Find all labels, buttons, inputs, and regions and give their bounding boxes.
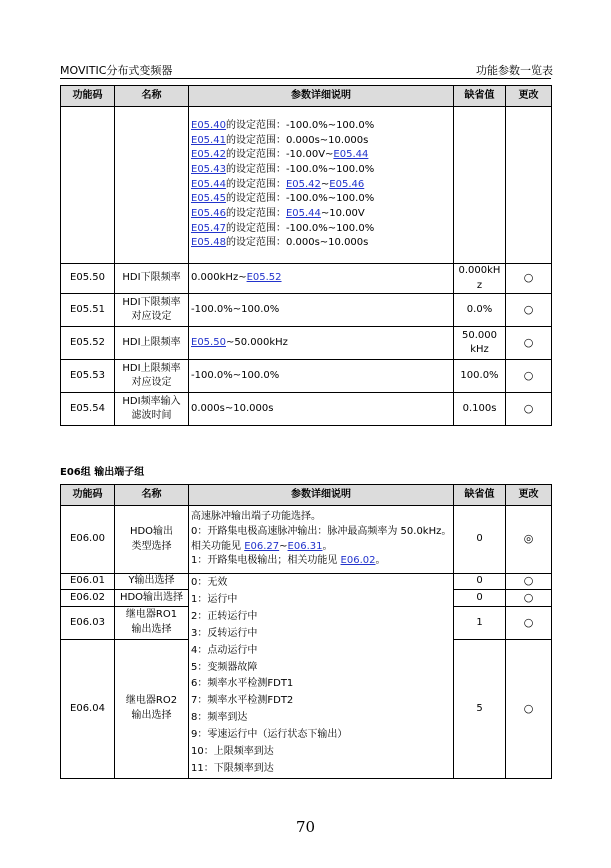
param-link[interactable]: E05.52 [246,272,282,284]
option-item: 2：正转运行中 [191,610,258,622]
code-cell: E05.52 [61,327,115,360]
option-item: 6：频率水平检测FDT1 [191,678,294,690]
name-cell [115,294,189,327]
option-item: 0：无效 [191,577,228,588]
desc-text: 高速脉冲输出端子功能选择。 [191,511,321,523]
code-cell: E05.51 [61,294,115,327]
desc-line [191,510,451,525]
desc-line [191,271,451,286]
default-cell [454,360,506,393]
col-code-header: 功能码 [61,86,115,107]
desc-text: ~ [279,540,288,552]
option-item: 9：零速运行中（运行状态下输出） [191,729,348,741]
default-line: z [476,279,483,291]
option-item: 4：点动运行中 [191,644,258,656]
desc-line [191,178,451,193]
default-cell: 0 [454,506,506,574]
name-line: 对应设定 [131,377,172,389]
code-cell: E05.54 [61,393,115,426]
code-cell: E06.00 [61,506,115,574]
desc-cell [189,327,454,360]
default-cell [454,327,506,360]
name-cell [115,107,189,264]
desc-line [191,303,451,318]
options-cell [189,574,454,779]
name-line: HDO输出 [129,525,174,537]
name-cell [115,327,189,360]
desc-text: 的设定范围：0.000s~10.000s [225,134,369,146]
change-cell: ○ [506,640,552,779]
desc-text: ~ [320,178,330,190]
default-cell [454,393,506,426]
code-cell: E05.53 [61,360,115,393]
desc-line [191,119,451,134]
table-row [61,574,552,590]
option-item: 10：上限频率到达 [191,746,274,758]
param-link[interactable]: E05.42 [191,149,226,161]
option-item: 7：频率水平检测FDT2 [191,695,294,707]
param-link[interactable]: E05.44 [333,149,369,161]
section-title: E06组 输出端子组 [60,467,145,478]
change-cell: ○ [506,393,552,426]
param-link[interactable]: E05.50 [191,337,226,349]
desc-cell [189,360,454,393]
name-line: HDI频率输入 [122,395,181,407]
default-cell [454,264,506,294]
option-item: 11：下限频率到达 [191,762,274,774]
option-item: 3：反转运行中 [191,627,258,639]
code-cell [61,107,115,264]
table-header-row [61,485,552,506]
param-link[interactable]: E05.48 [191,237,226,249]
name-line: 滤波时间 [131,410,172,422]
param-link[interactable]: E06.27 [244,540,280,552]
col-change-header: 更改 [506,485,552,506]
default-line: 50.000 [462,329,497,341]
table-row [61,294,552,327]
header-right: 功能参数一览表 [476,64,553,77]
default-line: 0.000kH [458,265,501,276]
desc-cell [189,294,454,327]
param-link[interactable]: E05.47 [191,222,226,234]
col-desc-header: 参数详细说明 [189,86,454,107]
desc-text: 。 [375,555,386,567]
col-change-header: 更改 [506,86,552,107]
header-rule [60,78,551,79]
desc-text: -100.0%~100.0% [191,304,280,316]
change-cell: ◎ [506,506,552,574]
desc-text: 的设定范围：-100.0%~100.0% [225,222,375,234]
desc-text: 相关功能见 [191,540,245,552]
table-row [61,506,552,574]
param-table-e06 [60,484,552,779]
code-cell: E06.02 [61,590,115,606]
name-line: 对应设定 [131,311,172,323]
default-cell: 1 [454,606,506,640]
desc-line [191,207,451,222]
desc-text: ~10.00V [320,208,365,220]
desc-cell [189,107,454,264]
table-row [61,327,552,360]
default-line: kHz [470,344,489,356]
desc-text: 0.000s~10.000s [191,403,274,415]
code-cell: E06.01 [61,574,115,590]
change-cell: ○ [506,590,552,606]
col-default-header: 缺省值 [454,86,506,107]
desc-text: ~50.000kHz [225,337,288,349]
option-item: 1：运行中 [191,593,238,605]
default-cell: 5 [454,640,506,779]
param-link[interactable]: E05.40 [191,119,226,131]
table-row [61,264,552,294]
desc-text: 0：开路集电极高速脉冲输出：脉冲最高频率为 50.0kHz。 [191,525,452,537]
name-cell: HDO输出选择 [115,590,189,606]
name-line: HDI上限频率 [122,362,181,374]
param-link[interactable]: E05.44 [191,178,226,190]
desc-text: 1：开路集电极输出；相关功能见 [191,555,341,567]
param-link[interactable]: E05.43 [191,163,226,175]
code-cell: E06.04 [61,640,115,779]
default-cell: 0 [454,574,506,590]
desc-line [191,336,451,351]
desc-line [191,525,451,540]
name-cell [115,640,189,779]
name-cell [115,264,189,294]
change-cell: ○ [506,294,552,327]
col-name-header: 名称 [115,485,189,506]
name-line: 继电器RO1 [125,609,178,621]
default-cell: 0 [454,590,506,606]
default-line: 0.0% [466,304,493,316]
name-line: 类型选择 [131,540,172,552]
name-line: 输出选择 [131,710,172,722]
change-cell: ○ [506,327,552,360]
param-link[interactable]: E05.45 [191,193,226,205]
name-cell [115,606,189,640]
param-link[interactable]: E05.44 [285,208,321,220]
desc-text: 的设定范围：-100.0%~100.0% [225,193,375,205]
name-line: HDI下限频率 [122,272,181,284]
desc-text: 0.000kHz~ [191,272,247,284]
desc-line [191,369,451,384]
name-line: 输出选择 [131,623,172,635]
param-link[interactable]: E05.46 [329,178,365,190]
param-link[interactable]: E06.02 [340,555,376,567]
param-link[interactable]: E05.46 [191,208,226,220]
desc-line [191,148,451,163]
change-cell [506,107,552,264]
col-code-header: 功能码 [61,485,115,506]
col-default-header: 缺省值 [454,485,506,506]
name-cell [115,360,189,393]
desc-cell [189,506,454,574]
param-link[interactable]: E05.42 [285,178,321,190]
change-cell: ○ [506,606,552,640]
desc-text: 的设定范围： [225,208,286,220]
default-cell [454,107,506,264]
table-row [61,393,552,426]
param-link[interactable]: E06.31 [287,540,323,552]
desc-line [191,222,451,237]
table-header-row [61,86,552,107]
desc-text: 。 [322,540,333,552]
desc-line [191,192,451,207]
desc-text: -100.0%~100.0% [191,370,280,382]
desc-line [191,236,451,251]
desc-text: 的设定范围：-10.00V~ [225,149,334,161]
col-name-header: 名称 [115,86,189,107]
col-desc-header: 参数详细说明 [189,485,454,506]
table-row [61,360,552,393]
name-line: 继电器RO2 [125,695,178,707]
change-cell: ○ [506,360,552,393]
desc-line [191,554,451,569]
option-item: 8：频率到达 [191,712,248,724]
option-item: 5：变频器故障 [191,661,258,673]
page-number: 70 [295,818,316,836]
desc-text: 的设定范围：-100.0%~100.0% [225,163,375,175]
default-cell [454,294,506,327]
desc-cell [189,393,454,426]
name-cell [115,393,189,426]
name-cell [115,506,189,574]
desc-line [191,134,451,149]
name-line: HDI下限频率 [122,296,181,308]
desc-line [191,163,451,178]
desc-line [191,402,451,417]
name-cell: Y输出选择 [115,574,189,590]
desc-text: 的设定范围：0.000s~10.000s [225,237,369,249]
table-row [61,107,552,264]
desc-text: 的设定范围： [225,178,286,190]
code-cell: E05.50 [61,264,115,294]
desc-cell [189,264,454,294]
param-link[interactable]: E05.41 [191,134,226,146]
header-left: MOVITIC分布式变频器 [60,64,173,77]
desc-text: 的设定范围：-100.0%~100.0% [225,119,375,131]
default-line: 100.0% [460,370,499,382]
default-line: 0.100s [462,403,497,415]
param-table-e05 [60,85,552,426]
desc-line [191,540,451,555]
change-cell: ○ [506,574,552,590]
name-line: HDI上限频率 [122,337,181,349]
code-cell: E06.03 [61,606,115,640]
change-cell: ○ [506,264,552,294]
